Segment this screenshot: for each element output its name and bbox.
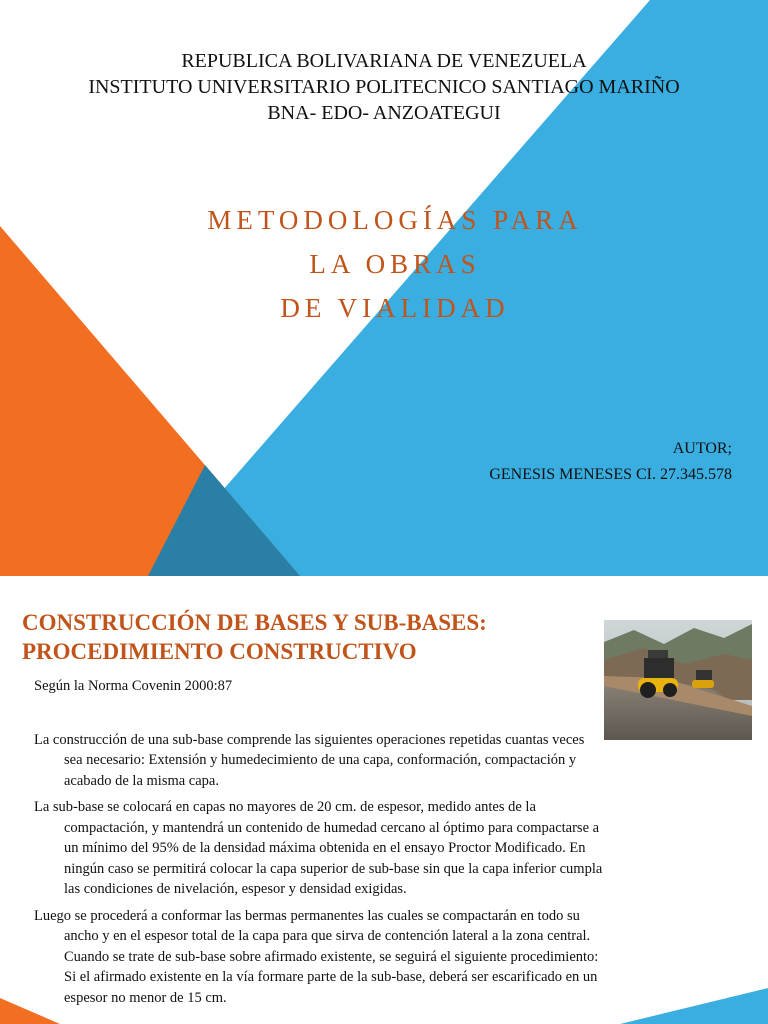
title-line-1: METODOLOGÍAS PARA (207, 205, 583, 235)
paragraph-1: La construcción de una sub-base comprende las siguientes operaciones repetidas cuantas veces sea necesario: Extensión y humedecimiento de una capa, conformación, compactación y acabado de la misma capa. (34, 731, 585, 789)
section-title-line-1: CONSTRUCCIÓN DE BASES Y SUB-BASES: (22, 610, 487, 635)
author-name: GENESIS MENESES CI. 27.345.578 (489, 466, 732, 483)
blue-corner-shape (620, 988, 768, 1024)
road-construction-photo (604, 620, 752, 740)
author-label: AUTOR; (672, 440, 732, 457)
norm-reference: Según la Norma Covenin 2000:87 (34, 678, 233, 694)
paragraph-2: La sub-base se colocará en capas no mayores de 20 cm. de espesor, medido antes de la compactación, y mantendrá un contenido de humedad cercano al óptimo para compactarse a un mínimo del 95% de la densidad máxima obtenida en el ensayo Proctor Modificado. En ningún caso se permitirá colocar la capa superior de sub-base sin que la capa inferior cumpla las condiciones de nivelación, espesor y densidad exigidas. (34, 799, 603, 897)
section-title (22, 608, 487, 666)
paragraph-3: Luego se procederá a conformar las bermas permanentes las cuales se compactarán en todo su ancho y en el espesor total de la capa para que sirva de contención lateral a la zona central. Cuando se trate de sub-base sobre afirmado existente, se seguirá el siguiente procedimiento: Si el afirmado existente en la vía formare parte de la sub-base, deberá ser escarificado en un espesor no menor de 15 cm. (34, 907, 599, 1006)
institution-line-2: INSTITUTO UNIVERSITARIO POLITECNICO SANTIAGO MARIÑO (88, 76, 680, 98)
slide-title (0, 198, 768, 330)
author-block (489, 436, 732, 488)
institution-line-1: REPUBLICA BOLIVARIANA DE VENEZUELA (181, 50, 587, 72)
section-title-line-2: PROCEDIMIENTO CONSTRUCTIVO (22, 639, 417, 664)
title-line-3: DE VIALIDAD (280, 293, 510, 323)
title-line-2: LA OBRAS (309, 249, 481, 279)
institution-line-3: BNA- EDO- ANZOATEGUI (267, 102, 501, 124)
institution-header (0, 48, 768, 126)
content-slide (0, 576, 768, 1024)
body-text (34, 676, 604, 1014)
